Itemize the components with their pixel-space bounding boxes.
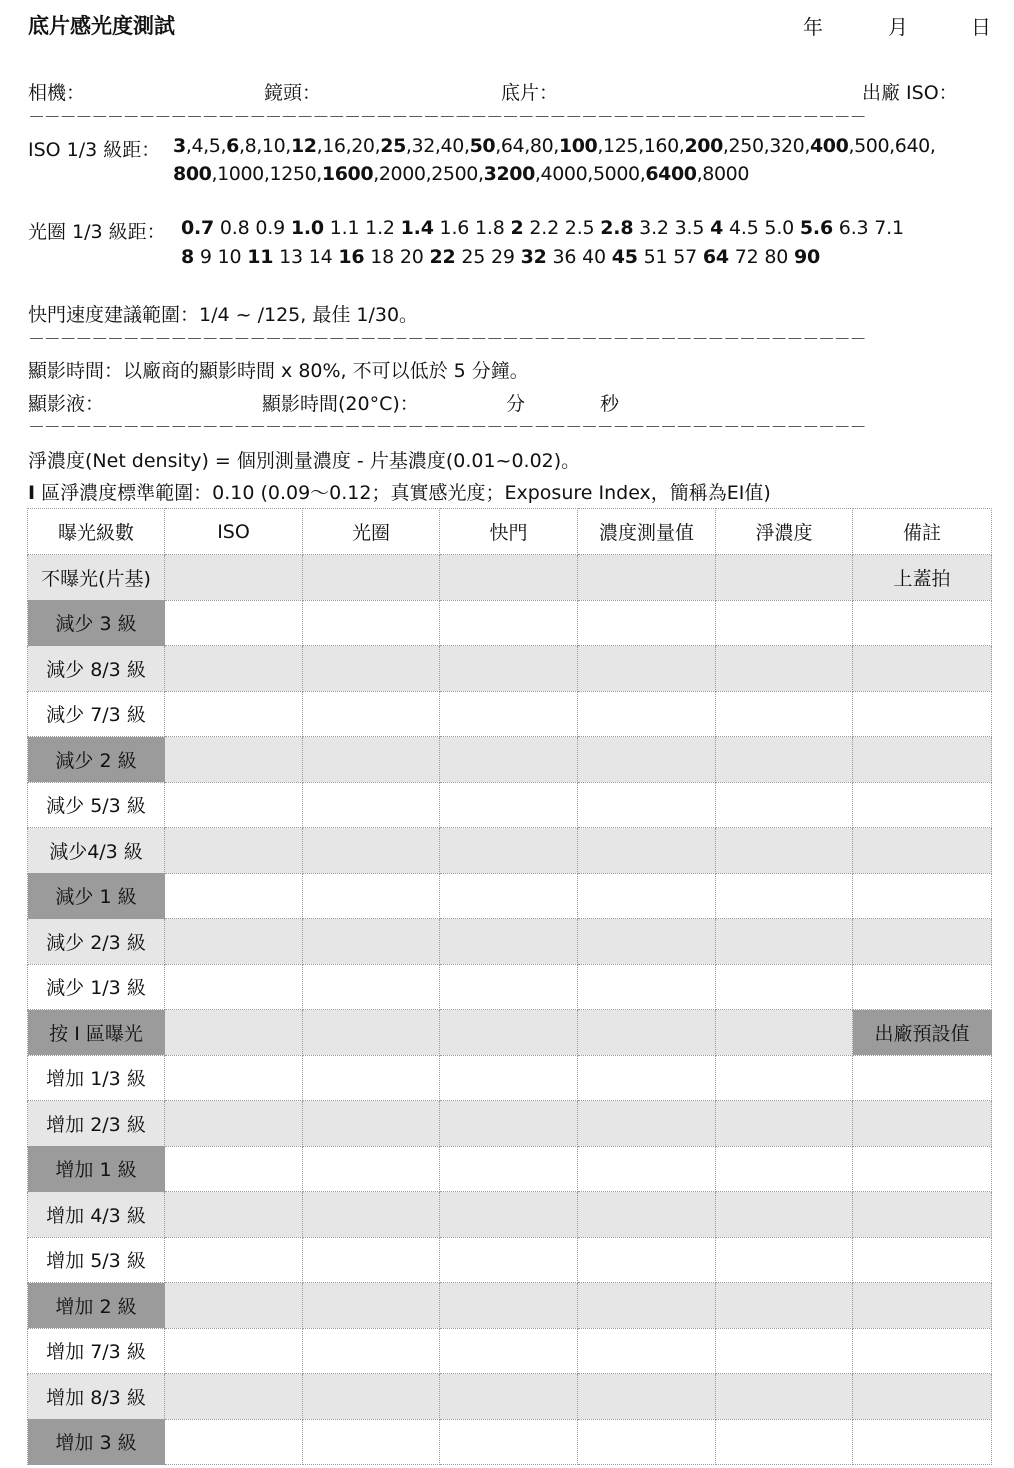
row-exposure-step: 增加 3 級 (28, 1419, 165, 1465)
film-label: 底片： (501, 82, 559, 104)
key-stop-value: 4 (710, 217, 724, 239)
key-stop-value: 2.8 (600, 217, 634, 239)
table-row (28, 1055, 992, 1101)
key-stop-value: 1.0 (290, 217, 324, 239)
row-cell-density-reading (578, 737, 716, 783)
key-stop-value: 32 (520, 246, 547, 268)
row-cell-net-density (716, 873, 853, 919)
step-values: ,500,640, (848, 135, 936, 157)
row-cell-shutter (440, 1328, 578, 1374)
row-cell-shutter (440, 1101, 578, 1147)
row-cell-density-reading (578, 919, 716, 965)
row-cell-iso (165, 828, 303, 874)
row-cell-density-reading (578, 1146, 716, 1192)
row-cell-shutter (440, 1283, 578, 1329)
row-exposure-step: 減少 2/3 級 (28, 919, 165, 965)
row-note (853, 782, 992, 828)
row-cell-shutter (440, 1192, 578, 1238)
step-values: 0.8 0.9 (214, 217, 291, 239)
row-cell-net-density (716, 1055, 853, 1101)
key-stop-value: 8 (181, 246, 195, 268)
row-exposure-step: 減少 8/3 級 (28, 646, 165, 692)
lens-label: 鏡頭： (264, 82, 322, 104)
row-cell-iso (165, 1101, 303, 1147)
table-row (28, 737, 992, 783)
table-row (28, 873, 992, 919)
key-stop-value: 90 (793, 246, 821, 268)
step-values: 72 80 (728, 246, 794, 268)
step-values: ,32,40, (405, 135, 470, 157)
date-month-label: 月 (888, 15, 908, 39)
dev-time-note: 顯影時間：以廠商的顯影時間 x 80%, 不可以低於 5 分鐘。 (28, 360, 529, 382)
row-cell-density-reading (578, 1192, 716, 1238)
row-cell-net-density (716, 1283, 853, 1329)
zone-range-text: 區淨濃度標準範圍：0.10 (0.09～0.12；真實感光度；Exposure Index，簡稱為EI值) (35, 482, 771, 504)
row-note (853, 691, 992, 737)
table-row (28, 964, 992, 1010)
header-notes: 備註 (853, 509, 992, 555)
table-header-row (28, 509, 992, 555)
row-cell-net-density (716, 1101, 853, 1147)
key-stop-value: 1.4 (400, 217, 434, 239)
row-cell-density-reading (578, 964, 716, 1010)
row-cell-aperture (303, 1055, 440, 1101)
row-cell-density-reading (578, 1374, 716, 1420)
row-exposure-step: 增加 7/3 級 (28, 1328, 165, 1374)
row-cell-aperture (303, 1237, 440, 1283)
row-cell-iso (165, 1374, 303, 1420)
row-cell-iso (165, 1283, 303, 1329)
table-row (28, 1146, 992, 1192)
row-cell-density-reading (578, 1328, 716, 1374)
row-cell-iso (165, 964, 303, 1010)
table-row (28, 1283, 992, 1329)
header-exposure-step: 曝光級數 (28, 509, 165, 555)
step-values: ,8000 (696, 163, 750, 185)
row-cell-aperture (303, 646, 440, 692)
step-values: 18 20 (364, 246, 430, 268)
developer-label: 顯影液： (28, 393, 105, 415)
divider-line: －－－－－－－－－－－－－－－－－－－－－－－－－－－－－－－－－－－－－－－－－－－－－－－－－－－－－ (28, 108, 866, 128)
row-cell-shutter (440, 737, 578, 783)
row-cell-shutter (440, 919, 578, 965)
row-cell-shutter (440, 1010, 578, 1056)
row-note (853, 737, 992, 783)
aperture-steps-line-1 (181, 217, 904, 239)
iso-steps-line-1 (173, 135, 936, 157)
key-stop-value: 5.6 (799, 217, 833, 239)
key-stop-value: 25 (380, 135, 406, 157)
table-row (28, 1374, 992, 1420)
row-cell-net-density (716, 646, 853, 692)
row-cell-net-density (716, 737, 853, 783)
row-cell-aperture (303, 964, 440, 1010)
row-cell-aperture (303, 1010, 440, 1056)
header-shutter: 快門 (440, 509, 578, 555)
row-exposure-step: 增加 1 級 (28, 1146, 165, 1192)
row-cell-iso (165, 691, 303, 737)
step-values: 6.3 7.1 (832, 217, 904, 239)
row-cell-density-reading (578, 691, 716, 737)
row-cell-density-reading (578, 1237, 716, 1283)
row-cell-density-reading (578, 1283, 716, 1329)
row-cell-density-reading (578, 828, 716, 874)
row-exposure-step: 按 I 區曝光 (28, 1010, 165, 1056)
step-values: 36 40 (546, 246, 612, 268)
row-cell-shutter (440, 1237, 578, 1283)
step-values: 2.2 2.5 (523, 217, 601, 239)
step-values: ,4,5, (185, 135, 227, 157)
step-values: ,2000,2500, (373, 163, 484, 185)
row-note (853, 1146, 992, 1192)
iso-steps-line-2 (173, 163, 749, 185)
row-exposure-step: 不曝光(片基) (28, 555, 165, 601)
row-cell-aperture (303, 828, 440, 874)
row-cell-net-density (716, 964, 853, 1010)
key-stop-value: 64 (702, 246, 729, 268)
row-cell-aperture (303, 1419, 440, 1465)
row-exposure-step: 減少 5/3 級 (28, 782, 165, 828)
seconds-label: 秒 (600, 393, 620, 415)
camera-label: 相機： (28, 82, 86, 104)
table-row (28, 1328, 992, 1374)
table-row (28, 828, 992, 874)
date-year-label: 年 (803, 15, 823, 39)
date-day-label: 日 (971, 15, 991, 39)
zone-roman-numeral: I (28, 482, 36, 504)
key-stop-value: 6400 (645, 163, 697, 185)
row-cell-net-density (716, 1328, 853, 1374)
shutter-note: 快門速度建議範圍：1/4 ~ /125, 最佳 1/30。 (28, 304, 419, 326)
row-cell-net-density (716, 691, 853, 737)
net-density-note: 淨濃度(Net density) = 個別測量濃度 - 片基濃度(0.01~0.02)。 (28, 450, 581, 472)
row-exposure-step: 增加 2 級 (28, 1283, 165, 1329)
row-cell-net-density (716, 919, 853, 965)
row-note (853, 1192, 992, 1238)
row-cell-iso (165, 555, 303, 601)
row-exposure-step: 減少 7/3 級 (28, 691, 165, 737)
row-cell-density-reading (578, 555, 716, 601)
row-cell-aperture (303, 782, 440, 828)
step-values: ,250,320, (722, 135, 810, 157)
step-values: ,64,80, (495, 135, 559, 157)
row-note (853, 1237, 992, 1283)
row-cell-net-density (716, 1146, 853, 1192)
row-cell-aperture (303, 555, 440, 601)
key-stop-value: 22 (429, 246, 456, 268)
row-cell-aperture (303, 737, 440, 783)
step-values: 51 57 (637, 246, 703, 268)
row-cell-net-density (716, 600, 853, 646)
row-cell-density-reading (578, 646, 716, 692)
row-cell-aperture (303, 1328, 440, 1374)
row-exposure-step: 增加 8/3 級 (28, 1374, 165, 1420)
row-note (853, 1328, 992, 1374)
row-cell-iso (165, 1419, 303, 1465)
row-exposure-step: 減少 2 級 (28, 737, 165, 783)
exposure-table (27, 508, 992, 1465)
row-cell-iso (165, 782, 303, 828)
step-values: ,16,20, (316, 135, 381, 157)
row-cell-iso (165, 1055, 303, 1101)
row-exposure-step: 減少 1 級 (28, 873, 165, 919)
row-exposure-step: 減少 3 級 (28, 600, 165, 646)
row-cell-shutter (440, 691, 578, 737)
key-stop-value: 0.7 (181, 217, 215, 239)
step-values: 13 14 (273, 246, 339, 268)
table-row (28, 600, 992, 646)
key-stop-value: 50 (469, 135, 496, 157)
row-cell-aperture (303, 1192, 440, 1238)
key-stop-value: 800 (173, 163, 212, 185)
key-stop-value: 45 (611, 246, 638, 268)
row-note (853, 919, 992, 965)
table-row (28, 555, 992, 601)
row-cell-net-density (716, 828, 853, 874)
row-note (853, 828, 992, 874)
table-row (28, 691, 992, 737)
row-note (853, 600, 992, 646)
zone-range-note (28, 478, 771, 505)
step-values: ,125,160, (597, 135, 685, 157)
dev-time-label: 顯影時間(20°C)： (262, 393, 419, 415)
row-cell-net-density (716, 1419, 853, 1465)
row-note: 出廠預設值 (853, 1010, 992, 1056)
row-cell-net-density (716, 1192, 853, 1238)
key-stop-value: 6 (226, 135, 239, 157)
row-cell-iso (165, 1328, 303, 1374)
row-cell-density-reading (578, 1055, 716, 1101)
row-exposure-step: 增加 4/3 級 (28, 1192, 165, 1238)
iso-steps-label: ISO 1/3 級距： (28, 139, 161, 161)
row-cell-shutter (440, 828, 578, 874)
key-stop-value: 100 (558, 135, 598, 157)
row-cell-shutter (440, 555, 578, 601)
row-cell-aperture (303, 1374, 440, 1420)
row-exposure-step: 增加 2/3 級 (28, 1101, 165, 1147)
row-cell-aperture (303, 691, 440, 737)
divider-line: －－－－－－－－－－－－－－－－－－－－－－－－－－－－－－－－－－－－－－－－－－－－－－－－－－－－－ (28, 330, 866, 350)
factory-iso-label: 出廠 ISO： (862, 82, 958, 104)
table-row (28, 1101, 992, 1147)
row-cell-shutter (440, 782, 578, 828)
row-cell-shutter (440, 1374, 578, 1420)
row-cell-aperture (303, 1146, 440, 1192)
aperture-steps-label: 光圈 1/3 級距： (28, 221, 166, 243)
key-stop-value: 16 (338, 246, 365, 268)
table-row (28, 782, 992, 828)
step-values: 3.2 3.5 (633, 217, 711, 239)
row-cell-iso (165, 600, 303, 646)
row-cell-net-density (716, 1010, 853, 1056)
header-iso: ISO (165, 509, 303, 555)
row-cell-iso (165, 1010, 303, 1056)
step-values: 1.6 1.8 (433, 217, 511, 239)
row-cell-iso (165, 919, 303, 965)
row-note (853, 646, 992, 692)
step-values: ,1000,1250, (211, 163, 322, 185)
row-cell-shutter (440, 964, 578, 1010)
table-row (28, 919, 992, 965)
row-exposure-step: 增加 1/3 級 (28, 1055, 165, 1101)
row-note (853, 1374, 992, 1420)
step-values: 9 10 (194, 246, 248, 268)
row-note (853, 873, 992, 919)
row-note (853, 1055, 992, 1101)
table-row (28, 1192, 992, 1238)
table-row (28, 646, 992, 692)
row-note: 上蓋拍 (853, 555, 992, 601)
row-cell-iso (165, 873, 303, 919)
header-density-reading: 濃度測量值 (578, 509, 716, 555)
step-values: ,8,10, (238, 135, 291, 157)
row-cell-density-reading (578, 1101, 716, 1147)
key-stop-value: 1600 (321, 163, 374, 185)
table-row (28, 1419, 992, 1465)
row-exposure-step: 減少 1/3 級 (28, 964, 165, 1010)
row-cell-density-reading (578, 1010, 716, 1056)
row-cell-shutter (440, 1419, 578, 1465)
header-aperture: 光圈 (303, 509, 440, 555)
row-note (853, 1101, 992, 1147)
row-cell-shutter (440, 873, 578, 919)
key-stop-value: 200 (684, 135, 723, 157)
row-cell-iso (165, 646, 303, 692)
row-note (853, 1419, 992, 1465)
row-cell-net-density (716, 555, 853, 601)
key-stop-value: 2 (510, 217, 524, 239)
row-cell-iso (165, 1192, 303, 1238)
step-values: 4.5 5.0 (723, 217, 800, 239)
row-note (853, 964, 992, 1010)
key-stop-value: 12 (290, 135, 317, 157)
row-cell-density-reading (578, 782, 716, 828)
row-cell-aperture (303, 1101, 440, 1147)
row-cell-net-density (716, 1237, 853, 1283)
key-stop-value: 3 (173, 135, 186, 157)
step-values: ,4000,5000, (534, 163, 646, 185)
page-title: 底片感光度測試 (28, 14, 175, 38)
step-values: 25 29 (455, 246, 521, 268)
row-cell-aperture (303, 919, 440, 965)
key-stop-value: 400 (809, 135, 849, 157)
row-cell-shutter (440, 1146, 578, 1192)
minutes-label: 分 (506, 393, 526, 415)
row-cell-shutter (440, 600, 578, 646)
key-stop-value: 3200 (483, 163, 535, 185)
header-net-density: 淨濃度 (716, 509, 853, 555)
divider-line: －－－－－－－－－－－－－－－－－－－－－－－－－－－－－－－－－－－－－－－－－－－－－－－－－－－－－ (28, 418, 866, 438)
row-cell-aperture (303, 1283, 440, 1329)
row-cell-iso (165, 1237, 303, 1283)
row-cell-shutter (440, 1055, 578, 1101)
row-cell-iso (165, 737, 303, 783)
row-cell-aperture (303, 873, 440, 919)
table-row (28, 1237, 992, 1283)
row-cell-net-density (716, 782, 853, 828)
row-exposure-step: 減少4/3 級 (28, 828, 165, 874)
row-cell-density-reading (578, 873, 716, 919)
row-cell-net-density (716, 1374, 853, 1420)
row-cell-iso (165, 1146, 303, 1192)
aperture-steps-line-2 (181, 246, 820, 268)
row-note (853, 1283, 992, 1329)
row-cell-density-reading (578, 1419, 716, 1465)
row-cell-density-reading (578, 600, 716, 646)
row-cell-shutter (440, 646, 578, 692)
table-row (28, 1010, 992, 1056)
key-stop-value: 11 (247, 246, 274, 268)
row-cell-aperture (303, 600, 440, 646)
step-values: 1.1 1.2 (323, 217, 401, 239)
row-exposure-step: 增加 5/3 級 (28, 1237, 165, 1283)
